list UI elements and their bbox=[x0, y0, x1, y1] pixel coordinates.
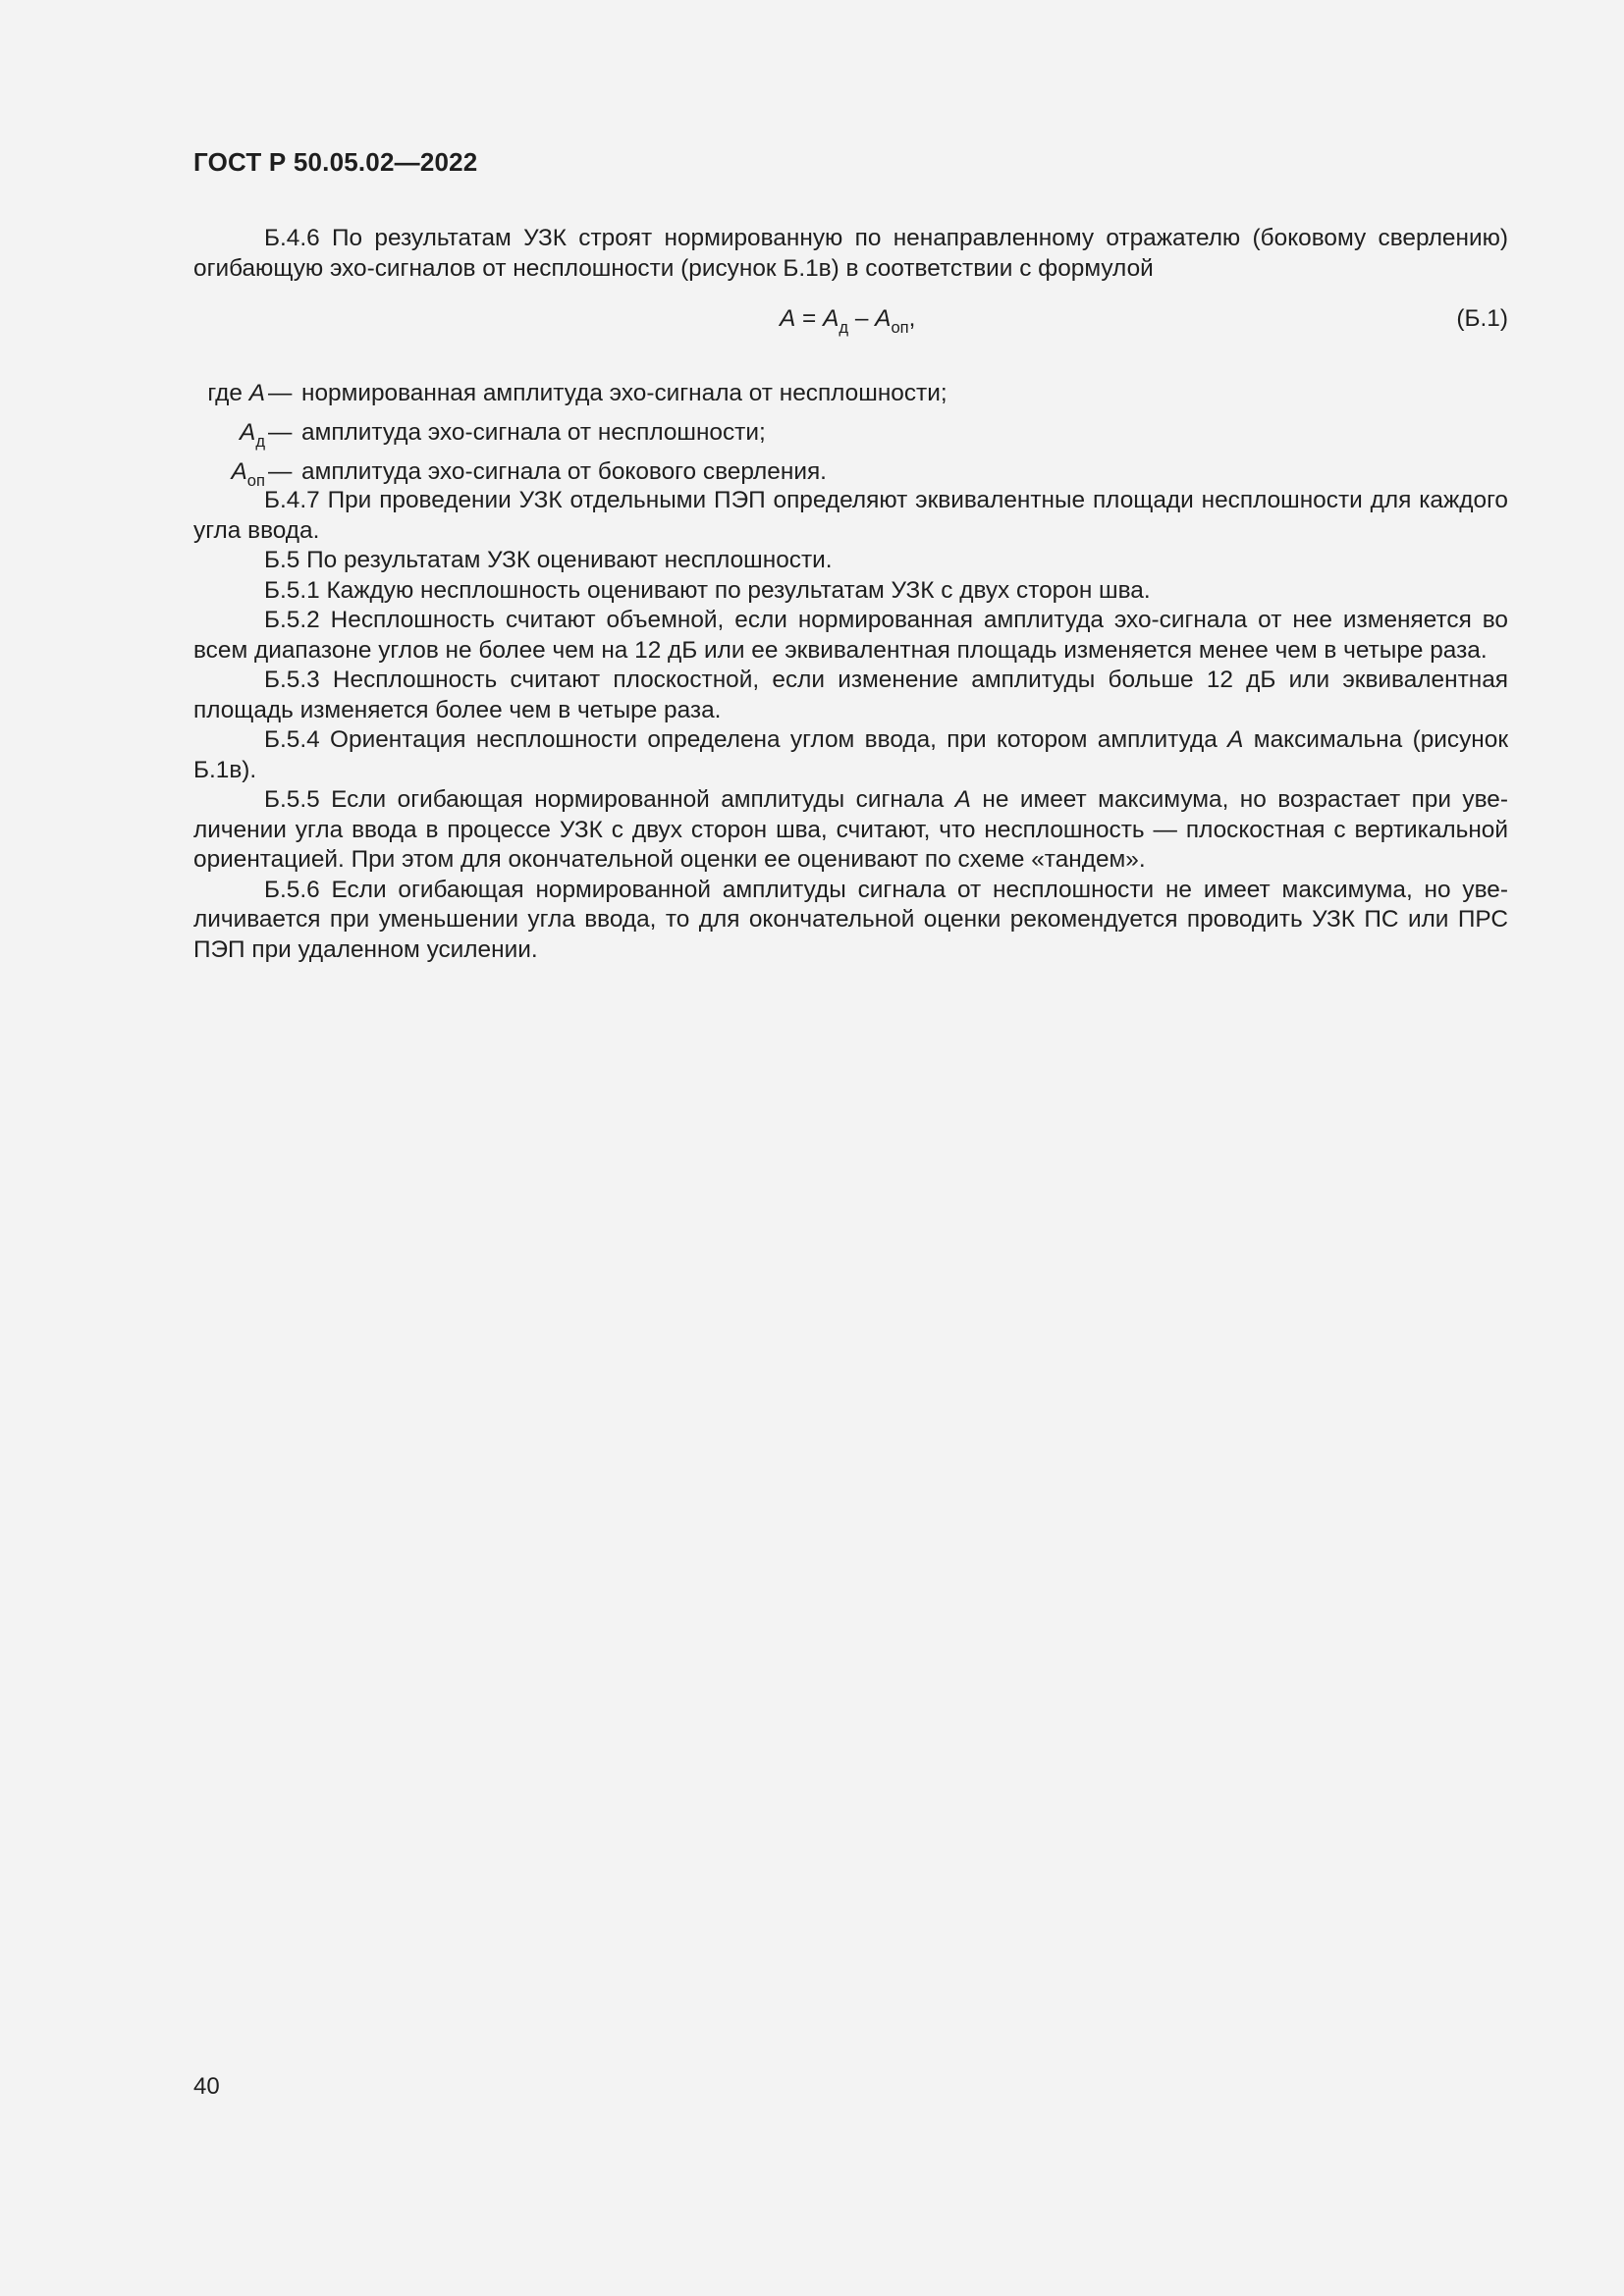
where-dash: — bbox=[268, 458, 293, 485]
paragraph-b-5-2: Б.5.2 Несплошность считают объемной, если нормированная амплитуда эхо-сигнала от нее изменяется во всем диапазоне углов не более чем на 12 дБ или ее эквивалентная площадь изменяется менее чем в четыре раза. bbox=[193, 607, 1508, 664]
formula-minus: – bbox=[848, 305, 876, 332]
where-item bbox=[193, 457, 1508, 490]
where-symbol: где А bbox=[207, 380, 265, 406]
formula-term-1-sub: д bbox=[839, 318, 849, 337]
where-description: амплитуда эхо-сигнала от несплошности; bbox=[301, 419, 766, 446]
paragraph-b-5-5: Б.5.5 Если огибающая нормированной амплитуды сигнала А не имеет максимума, но возрастает при увеличении угла ввода в процессе УЗК с двух сторон шва, считают, что несплошность — плоскостная с вертикальной ориентацией. При этом для окончательной оценки ее оценивают по схеме «тандем». bbox=[193, 786, 1508, 873]
formula-term-1: А bbox=[823, 305, 839, 332]
formula-tail: , bbox=[908, 305, 916, 332]
formula-row bbox=[193, 304, 1508, 349]
formula-term-2-sub: оп bbox=[891, 318, 909, 337]
paragraph-b-5-4: Б.5.4 Ориентация несплошности определена углом ввода, при котором амплитуда А максимальна (рисунок Б.1в). bbox=[193, 726, 1508, 783]
paragraph-b-5-6: Б.5.6 Если огибающая нормированной амплитуды сигнала от несплошности не имеет максимума, но увеличивается при уменьшении угла ввода, то для окончательной оценки рекомендуется проводить УЗК ПС или ПРС ПЭП при удаленном усилении. bbox=[193, 876, 1508, 963]
paragraph-b-5-1: Б.5.1 Каждую несплошность оценивают по результатам УЗК с двух сторон шва. bbox=[264, 576, 1151, 604]
where-item bbox=[193, 418, 1508, 457]
where-item bbox=[193, 379, 1508, 418]
document-header: ГОСТ Р 50.05.02—2022 bbox=[193, 147, 478, 177]
page-number: 40 bbox=[193, 2073, 220, 2100]
where-description: амплитуда эхо-сигнала от бокового сверления. bbox=[301, 458, 827, 485]
formula-number: (Б.1) bbox=[1456, 305, 1508, 332]
paragraph-b-5-3: Б.5.3 Несплошность считают плоскостной, если изменение амплитуды больше 12 дБ или эквивалентная площадь изменяется более чем в четыре раза. bbox=[193, 667, 1508, 723]
where-symbol: $А_{оп}$ bbox=[231, 458, 265, 490]
paragraph-b-4-6: Б.4.6 По результатам УЗК строят нормированную по ненаправленному отражателю (боковому сверлению) огибающую эхо-сигналов от несплошности (рисунок Б.1в) в соответствии с формулой bbox=[193, 225, 1508, 282]
formula-term-2: А bbox=[875, 305, 892, 332]
where-symbol: $А_д$ bbox=[240, 419, 265, 451]
where-dash: — bbox=[268, 380, 293, 406]
formula-equals: = bbox=[795, 305, 824, 332]
paragraph-b-4-7: Б.4.7 При проведении УЗК отдельными ПЭП определяют эквивалентные площади несплошности для каждого угла ввода. bbox=[193, 487, 1508, 544]
document-body bbox=[193, 224, 1508, 965]
formula-b-1 bbox=[780, 304, 915, 335]
where-description: нормированная амплитуда эхо-сигнала от несплошности; bbox=[301, 380, 947, 406]
formula-lhs: А bbox=[780, 305, 796, 332]
where-dash: — bbox=[268, 419, 293, 446]
paragraph-b-5: Б.5 По результатам УЗК оценивают несплошности. bbox=[264, 547, 833, 573]
